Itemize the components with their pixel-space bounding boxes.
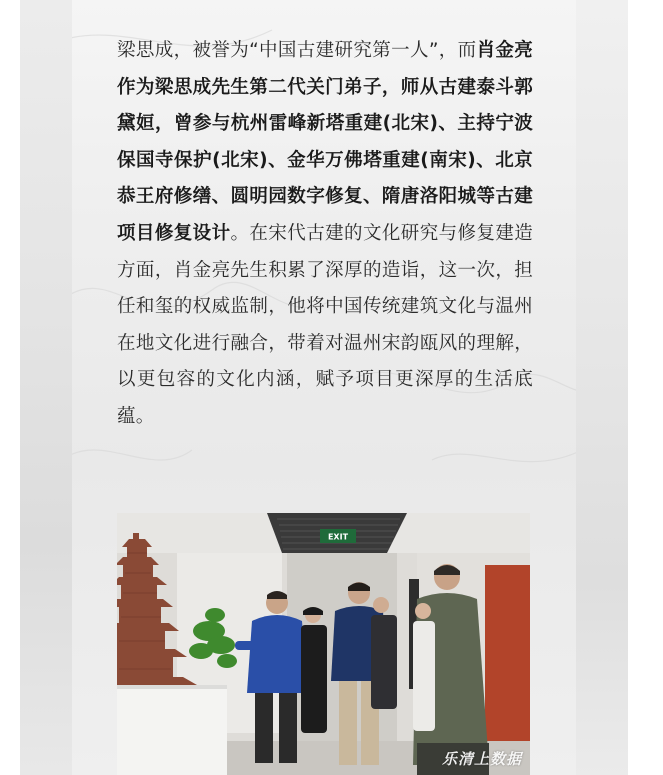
article-paragraph xyxy=(117,33,533,436)
article-photo xyxy=(117,513,530,775)
photo-watermark: 乐清上数据 xyxy=(441,750,522,768)
display-pedestal xyxy=(117,685,227,775)
exit-sign xyxy=(320,529,356,543)
paragraph-bold-highlight: 肖金亮作为梁思成先生第二代关门弟子，师从古建泰斗郭黛姮，曾参与杭州雷峰新塔重建(北宋)、主持宁波保国寺保护(北宋)、金华万佛塔重建(南宋)、北京恭王府修缮、圆明园数字修复、隋唐洛阳城等古建项目修复设计 xyxy=(117,40,534,244)
photo-illustration xyxy=(117,513,530,775)
left-decorative-margin xyxy=(20,0,72,775)
exit-sign-text: EXIT xyxy=(327,532,349,542)
paragraph-conclusion: 。在宋代古建的文化研究与修复建造方面，肖金亮先生积累了深厚的造诣，这一次，担任和玺的权威监制，他将中国传统建筑文化与温州在地文化进行融合，带着对温州宋韵瓯风的理解，以更包容的文化内涵，赋予项目更深厚的生活底蕴。 xyxy=(117,222,533,427)
person-black-coat xyxy=(301,607,327,733)
right-decorative-margin xyxy=(576,0,628,775)
paragraph-intro: 梁思成，被誉为“中国古建研究第一人”，而 xyxy=(117,40,477,61)
person-white-coat xyxy=(413,603,435,731)
